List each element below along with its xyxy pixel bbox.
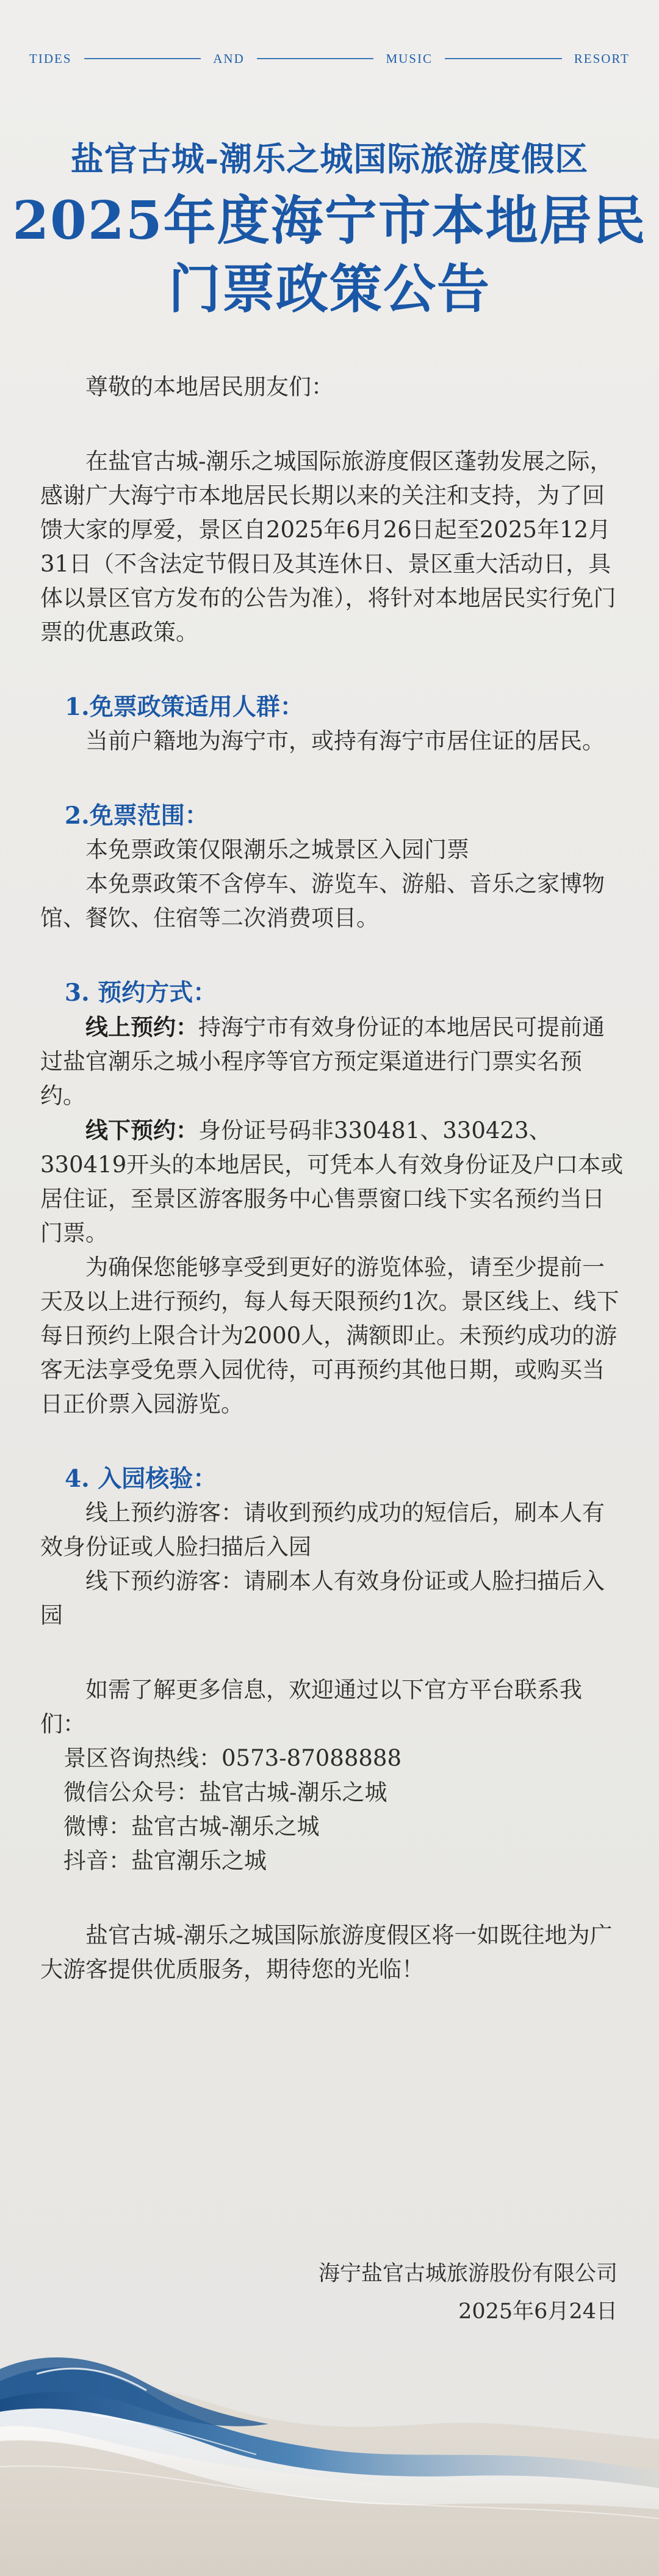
notice-title [0,187,659,324]
section2-heading: 2.免票范围： [65,802,209,830]
online-entry-text: 线上预约游客：请收到预约成功的短信后，刷本人有效身份证或人脸扫描后入园 [40,1500,605,1560]
section3-heading: 3. 预约方式： [65,979,217,1007]
strip-divider [257,58,374,59]
header-strip [29,53,630,65]
online-booking-label: 线上预约： [85,1014,198,1040]
company-name: 海宁盐官古城旅游股份有限公司 [318,2262,618,2286]
strip-word-music: MUSIC [386,51,433,66]
section2-text1: 本免票政策仅限潮乐之城景区入园门票 [85,836,469,863]
intro-paragraph: 在盐官古城-潮乐之城国际旅游度假区蓬勃发展之际，感谢广大海宁市本地居民长期以来的关注和支持，为了回馈大家的厚爱，景区自2025年6月26日起至2025年12月31日（不含法定节假日及其连休日、景区重大活动日，具体以景区官方发布的公告为准），将针对本地居民实行免门票的优惠政策。 [40,448,616,645]
offline-booking-text: 身份证号码非330481、330423、330419开头的本地居民，可凭本人有效身份证及户口本或居住证，至景区游客服务中心售票窗口线下实名预约当日门票。 [40,1117,624,1246]
notice-title-line1: 2025年度海宁市本地居民 [12,190,647,252]
notice-body [40,370,625,1987]
section4-heading: 4. 入园核验： [65,1465,217,1493]
contact-weibo: 微博：盐官古城-潮乐之城 [63,1813,320,1840]
strip-word-and: AND [213,51,245,66]
online-booking-text: 持海宁市有效身份证的本地居民可提前通过盐官潮乐之城小程序等官方预定渠道进行门票实名预约。 [40,1014,605,1109]
greeting: 尊敬的本地居民朋友们： [85,374,334,400]
offline-booking-label: 线下预约： [85,1117,198,1144]
strip-word-resort: RESORT [574,51,630,66]
wave-illustration [0,2308,659,2576]
booking-note: 为确保您能够享受到更好的游览体验，请至少提前一天及以上进行预约，每人每天限预约1次。景区线上、线下每日预约上限合计为2000人，满额即止。未预约成功的游客无法享受免票入园优待，可再预约其他日期，或购买当日正价票入园游览。 [40,1254,619,1417]
closing-paragraph: 盐官古城-潮乐之城国际旅游度假区将一如既往地为广大游客提供优质服务，期待您的光临！ [40,1922,613,1983]
resort-title: 盐官古城-潮乐之城国际旅游度假区 [70,139,589,178]
notice-date: 2025年6月24日 [458,2299,618,2324]
notice-title-line2: 门票政策公告 [168,258,491,320]
contact-intro: 如需了解更多信息，欢迎通过以下官方平台联系我们： [40,1677,582,1737]
contact-wechat: 微信公众号：盐官古城-潮乐之城 [63,1779,387,1805]
contact-douyin: 抖音：盐官潮乐之城 [63,1848,267,1874]
strip-divider [445,58,562,59]
section1-text: 当前户籍地为海宁市，或持有海宁市居住证的居民。 [85,728,605,754]
section2-text2: 本免票政策不含停车、游览车、游船、音乐之家博物馆、餐饮、住宿等二次消费项目。 [40,871,605,931]
contact-hotline: 景区咨询热线：0573-87088888 [63,1745,402,1771]
strip-divider [84,58,201,59]
online-booking-paragraph [40,1010,625,1113]
offline-booking-paragraph [40,1113,625,1250]
section1-heading: 1.免票政策适用人群： [65,693,304,721]
strip-word-tides: TIDES [29,51,72,66]
offline-entry-text: 线下预约游客：请刷本人有效身份证或人脸扫描后入园 [40,1568,605,1628]
